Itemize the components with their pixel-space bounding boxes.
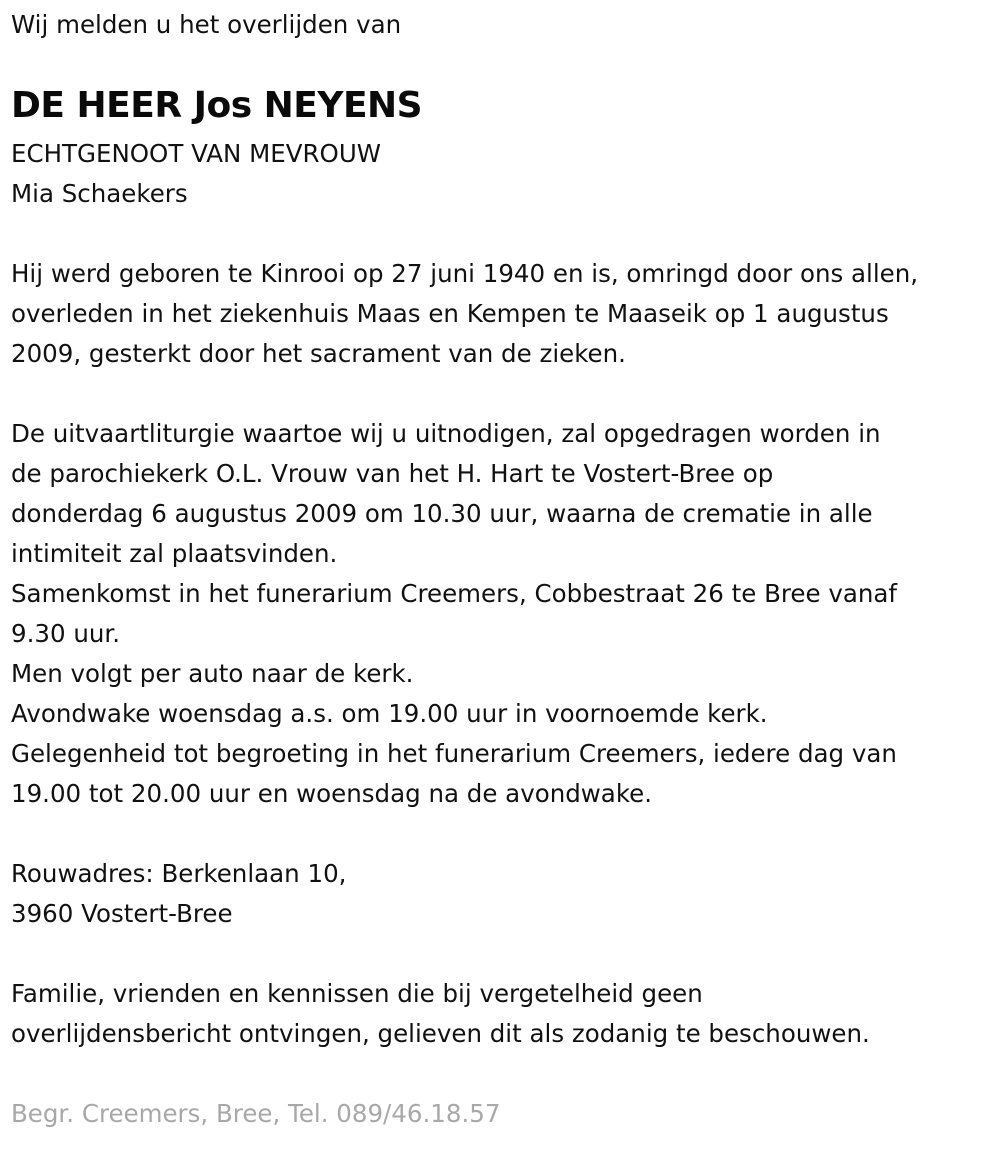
spouse-name: Mia Schaekers [11,179,188,208]
deceased-name: DE HEER Jos NEYENS [11,85,423,126]
mourning-address [11,854,346,934]
paragraph-line: 19.00 tot 20.00 uur en woensdag na de avondwake. [11,779,652,808]
intro-text: Wij melden u het overlijden van [11,10,402,39]
paragraph-line: intimiteit zal plaatsvinden. [11,539,338,568]
address-line: Rouwadres: Berkenlaan 10, [11,859,347,888]
paragraph-line: Men volgt per auto naar de kerk. [11,659,414,688]
birth-death-paragraph [11,254,918,374]
spouse-block [11,134,381,214]
paragraph-line: Gelegenheid tot begroeting in het funerarium Creemers, iedere dag van [11,739,897,768]
paragraph-line: de parochiekerk O.L. Vrouw van het H. Hart te Vostert-Bree op [11,459,774,488]
paragraph-line: overleden in het ziekenhuis Maas en Kempen te Maaseik op 1 augustus [11,299,889,328]
paragraph-line: overlijdensbericht ontvingen, gelieven dit als zodanig te beschouwen. [11,1019,870,1048]
funeral-home-footer: Begr. Creemers, Bree, Tel. 089/46.18.57 [11,1099,501,1128]
paragraph-line: Familie, vrienden en kennissen die bij vergetelheid geen [11,979,703,1008]
paragraph-line: 2009, gesterkt door het sacrament van de zieken. [11,339,626,368]
paragraph-line: Hij werd geboren te Kinrooi op 27 juni 1940 en is, omringd door ons allen, [11,259,919,288]
paragraph-line: 9.30 uur. [11,619,121,648]
notice-paragraph [11,974,870,1054]
paragraph-line: Samenkomst in het funerarium Creemers, Cobbestraat 26 te Bree vanaf [11,579,898,608]
address-line: 3960 Vostert-Bree [11,899,233,928]
paragraph-line: De uitvaartliturgie waartoe wij u uitnodigen, zal opgedragen worden in [11,419,881,448]
paragraph-line: donderdag 6 augustus 2009 om 10.30 uur, waarna de crematie in alle [11,499,873,528]
paragraph-line: Avondwake woensdag a.s. om 19.00 uur in voornoemde kerk. [11,699,768,728]
funeral-paragraph [11,414,897,814]
relation-text: ECHTGENOOT VAN MEVROUW [11,139,382,168]
